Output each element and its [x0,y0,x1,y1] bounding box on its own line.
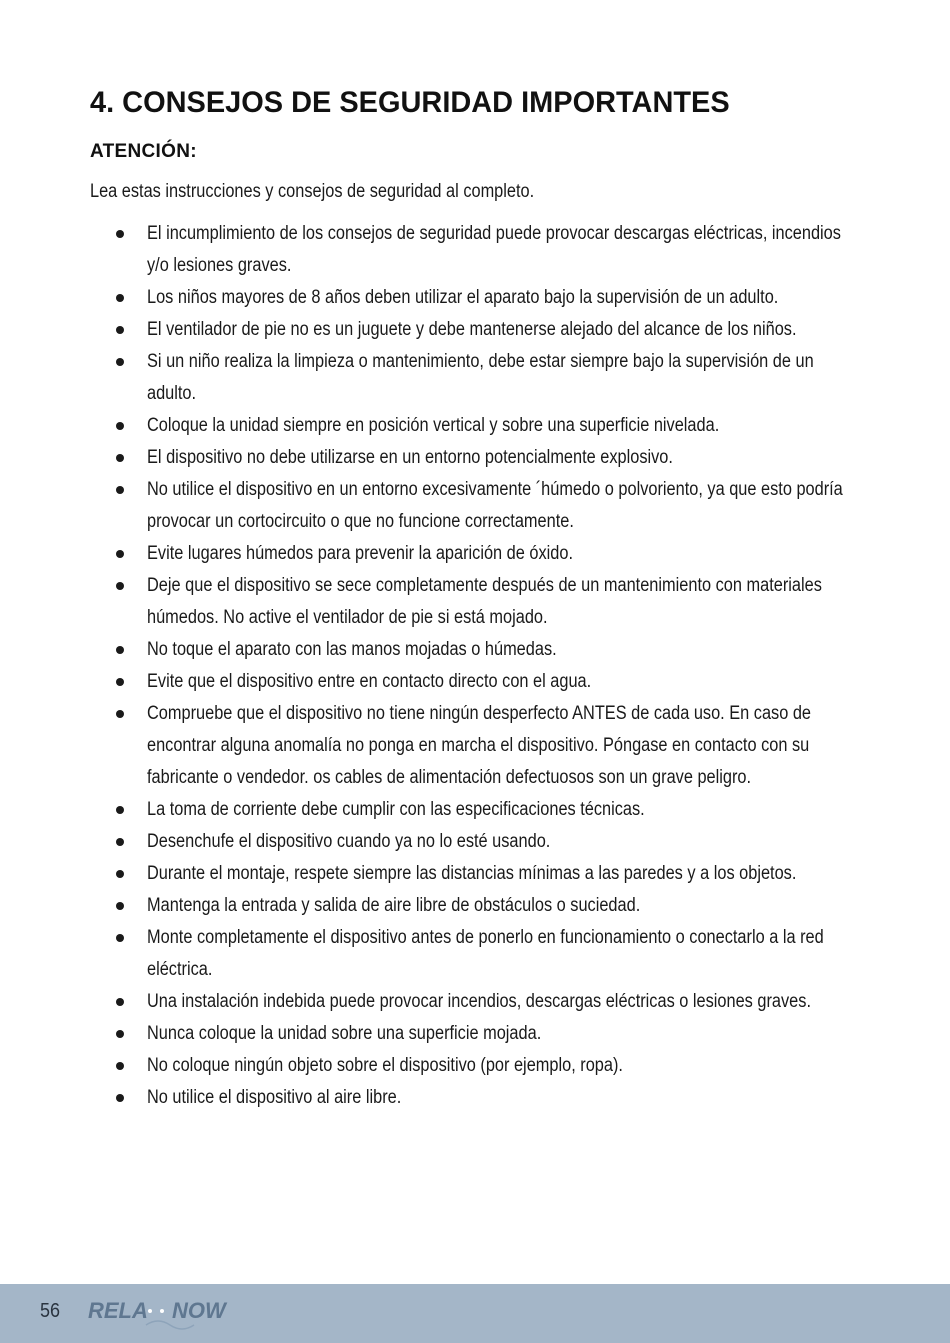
list-item [112,1018,852,1050]
logo-text-left: RELA [88,1298,148,1323]
list-item-text: El ventilador de pie no es un juguete y debe mantenerse alejado del alcance de los niños. [147,319,797,340]
list-item [112,282,852,314]
logo-dot [160,1309,164,1313]
list-item-text: Si un niño realiza la limpieza o mantenimiento, debe estar siempre bajo la supervisión de un adulto. [147,351,814,404]
list-item-text: Evite que el dispositivo entre en contacto directo con el agua. [147,671,592,692]
logo-text-right: NOW [172,1298,226,1323]
list-item [112,890,852,922]
list-item [112,666,852,698]
bullet-icon [116,870,124,878]
list-item [112,346,852,410]
list-item [112,698,852,794]
list-item-text: Nunca coloque la unidad sobre una superficie mojada. [147,1023,542,1044]
page-title: 4. CONSEJOS DE SEGURIDAD IMPORTANTES [90,86,730,119]
list-item [112,986,852,1018]
list-item-text: Deje que el dispositivo se sece completamente después de un mantenimiento con materiales húmedos. No active el ventilador de pie si está mojado. [147,575,822,628]
list-item-text: Durante el montaje, respete siempre las distancias mínimas a las paredes y a los objetos. [147,863,797,884]
list-item-text: Los niños mayores de 8 años deben utilizar el aparato bajo la supervisión de un adulto. [147,287,779,308]
attention-heading: ATENCIÓN: [90,141,197,162]
list-item-text: El dispositivo no debe utilizarse en un entorno potencialmente explosivo. [147,447,673,468]
bullet-icon [116,422,124,430]
bullet-icon [116,1030,124,1038]
list-item-text: La toma de corriente debe cumplir con las especificaciones técnicas. [147,799,645,820]
list-item [112,826,852,858]
bullet-icon [116,838,124,846]
list-item [112,1050,852,1082]
intro-paragraph: Lea estas instrucciones y consejos de seguridad al completo. [90,181,535,202]
bullet-icon [116,934,124,942]
list-item [112,314,852,346]
bullet-icon [116,486,124,494]
list-item [112,474,852,538]
list-item [112,570,852,634]
bullet-icon [116,1062,124,1070]
safety-advice-list [112,218,852,1114]
list-item-text: Monte completamente el dispositivo antes de ponerlo en funcionamiento o conectarlo a la red eléctrica. [147,927,824,980]
bullet-icon [116,294,124,302]
list-item-text: Coloque la unidad siempre en posición vertical y sobre una superficie nivelada. [147,415,720,436]
bullet-icon [116,358,124,366]
list-item [112,858,852,890]
bullet-icon [116,902,124,910]
bullet-icon [116,326,124,334]
page-number: 56 [40,1300,61,1322]
bullet-icon [116,710,124,718]
list-item-text: No toque el aparato con las manos mojadas o húmedas. [147,639,557,660]
list-item-text: No utilice el dispositivo al aire libre. [147,1087,402,1108]
list-item-text: Evite lugares húmedos para prevenir la aparición de óxido. [147,543,574,564]
bullet-icon [116,582,124,590]
list-item [112,1082,852,1114]
bullet-icon [116,230,124,238]
bullet-icon [116,678,124,686]
list-item [112,922,852,986]
list-item [112,634,852,666]
list-item-text: Una instalación indebida puede provocar incendios, descargas eléctricas o lesiones graves. [147,991,811,1012]
bullet-icon [116,806,124,814]
list-item-text: El incumplimiento de los consejos de seguridad puede provocar descargas eléctricas, incendios y/o lesiones graves. [147,223,841,276]
list-item-text: No utilice el dispositivo en un entorno excesivamente ´húmedo o polvoriento, ya que esto podría provocar un cortocircuito o que no funcione correctamente. [147,479,843,532]
list-item-text: Mantenga la entrada y salida de aire libre de obstáculos o suciedad. [147,895,641,916]
list-item [112,442,852,474]
logo-dot [148,1309,152,1313]
brand-logo [88,1289,228,1333]
bullet-icon [116,998,124,1006]
list-item [112,410,852,442]
bullet-icon [116,550,124,558]
page-footer [0,1284,950,1343]
bullet-icon [116,454,124,462]
list-item [112,794,852,826]
bullet-icon [116,646,124,654]
list-item [112,538,852,570]
list-item-text: Desenchufe el dispositivo cuando ya no lo esté usando. [147,831,551,852]
list-item-text: Compruebe que el dispositivo no tiene ningún desperfecto ANTES de cada uso. En caso de encontrar alguna anomalía no ponga en marcha el dispositivo. Póngase en contacto con su fabricante o vendedor. os cables de alimentación defectuosos son un grave peligro. [147,703,812,788]
list-item [112,218,852,282]
list-item-text: No coloque ningún objeto sobre el dispositivo (por ejemplo, ropa). [147,1055,623,1076]
bullet-icon [116,1094,124,1102]
